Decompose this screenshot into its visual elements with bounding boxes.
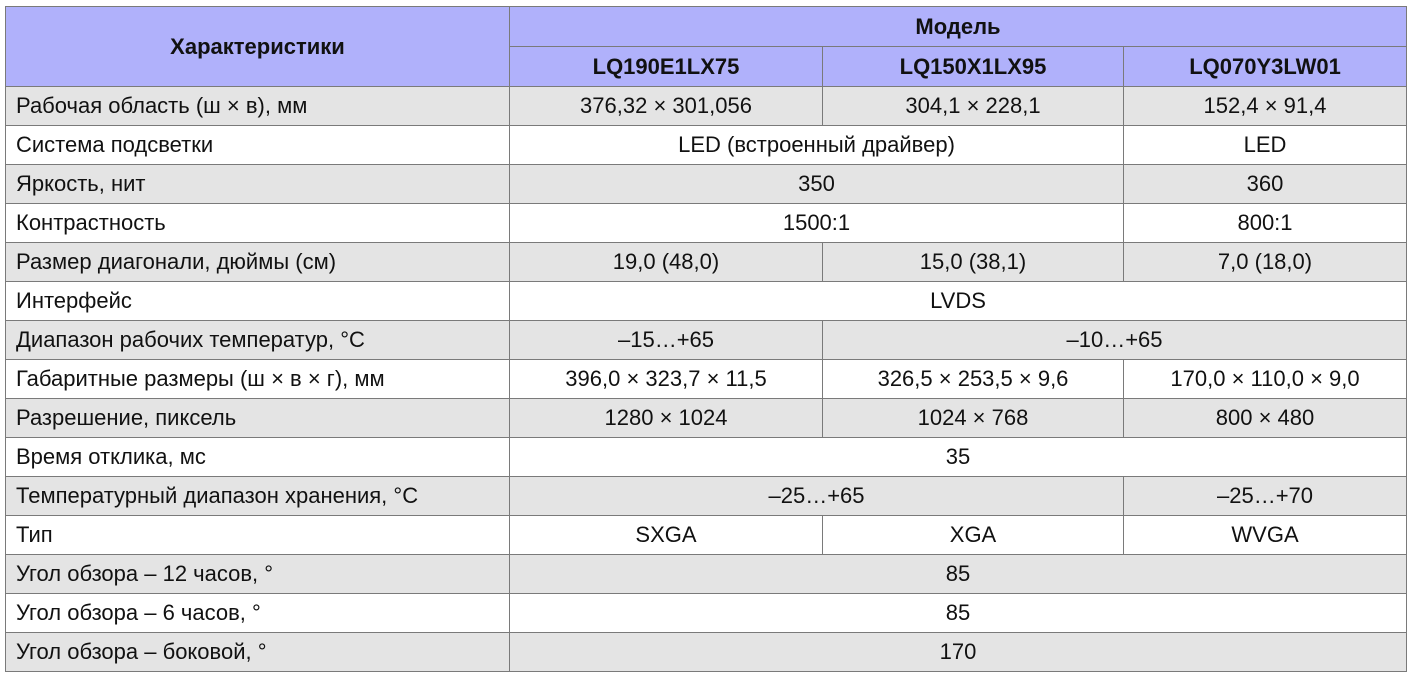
value-cell: 360: [1124, 165, 1407, 204]
value-cell: 170,0 × 110,0 × 9,0: [1124, 360, 1407, 399]
table-row: [6, 477, 1407, 516]
row-label: Разрешение, пиксель: [6, 399, 510, 438]
table-row: [6, 594, 1407, 633]
table-row: [6, 165, 1407, 204]
table-row: [6, 321, 1407, 360]
table-row: [6, 555, 1407, 594]
value-cell: WVGA: [1124, 516, 1407, 555]
value-cell: 376,32 × 301,056: [510, 87, 823, 126]
table-row: [6, 516, 1407, 555]
table-row: [6, 360, 1407, 399]
model-name-header: LQ070Y3LW01: [1124, 47, 1407, 87]
model-name-header: LQ150X1LX95: [823, 47, 1124, 87]
value-cell: 85: [510, 555, 1407, 594]
row-label: Угол обзора – 6 часов, °: [6, 594, 510, 633]
value-cell: 1280 × 1024: [510, 399, 823, 438]
value-cell: SXGA: [510, 516, 823, 555]
value-cell: 1500:1: [510, 204, 1124, 243]
row-label: Контрастность: [6, 204, 510, 243]
row-label: Диапазон рабочих температур, °С: [6, 321, 510, 360]
specifications-table: [5, 6, 1407, 672]
value-cell: –15…+65: [510, 321, 823, 360]
row-label: Рабочая область (ш × в), мм: [6, 87, 510, 126]
table-row: [6, 126, 1407, 165]
value-cell: LED (встроенный драйвер): [510, 126, 1124, 165]
value-cell: 7,0 (18,0): [1124, 243, 1407, 282]
value-cell: 800 × 480: [1124, 399, 1407, 438]
row-label: Тип: [6, 516, 510, 555]
row-label: Температурный диапазон хранения, °С: [6, 477, 510, 516]
model-header: Модель: [510, 7, 1407, 47]
characteristics-header: Характеристики: [6, 7, 510, 87]
value-cell: 85: [510, 594, 1407, 633]
model-name-header: LQ190E1LX75: [510, 47, 823, 87]
table-row: [6, 282, 1407, 321]
value-cell: –25…+65: [510, 477, 1124, 516]
value-cell: –10…+65: [823, 321, 1407, 360]
table-header: [6, 7, 1407, 87]
row-label: Яркость, нит: [6, 165, 510, 204]
value-cell: LVDS: [510, 282, 1407, 321]
table-row: [6, 399, 1407, 438]
value-cell: 170: [510, 633, 1407, 672]
table-row: [6, 243, 1407, 282]
value-cell: 152,4 × 91,4: [1124, 87, 1407, 126]
value-cell: 304,1 × 228,1: [823, 87, 1124, 126]
value-cell: 800:1: [1124, 204, 1407, 243]
value-cell: 350: [510, 165, 1124, 204]
value-cell: –25…+70: [1124, 477, 1407, 516]
row-label: Угол обзора – боковой, °: [6, 633, 510, 672]
value-cell: 1024 × 768: [823, 399, 1124, 438]
value-cell: 35: [510, 438, 1407, 477]
row-label: Габаритные размеры (ш × в × г), мм: [6, 360, 510, 399]
row-label: Время отклика, мс: [6, 438, 510, 477]
value-cell: LED: [1124, 126, 1407, 165]
value-cell: 15,0 (38,1): [823, 243, 1124, 282]
value-cell: 396,0 × 323,7 × 11,5: [510, 360, 823, 399]
table-row: [6, 438, 1407, 477]
row-label: Размер диагонали, дюймы (см): [6, 243, 510, 282]
table-row: [6, 87, 1407, 126]
value-cell: 326,5 × 253,5 × 9,6: [823, 360, 1124, 399]
value-cell: 19,0 (48,0): [510, 243, 823, 282]
value-cell: XGA: [823, 516, 1124, 555]
row-label: Система подсветки: [6, 126, 510, 165]
row-label: Угол обзора – 12 часов, °: [6, 555, 510, 594]
row-label: Интерфейс: [6, 282, 510, 321]
table-body: [6, 87, 1407, 672]
table-row: [6, 633, 1407, 672]
table-row: [6, 204, 1407, 243]
